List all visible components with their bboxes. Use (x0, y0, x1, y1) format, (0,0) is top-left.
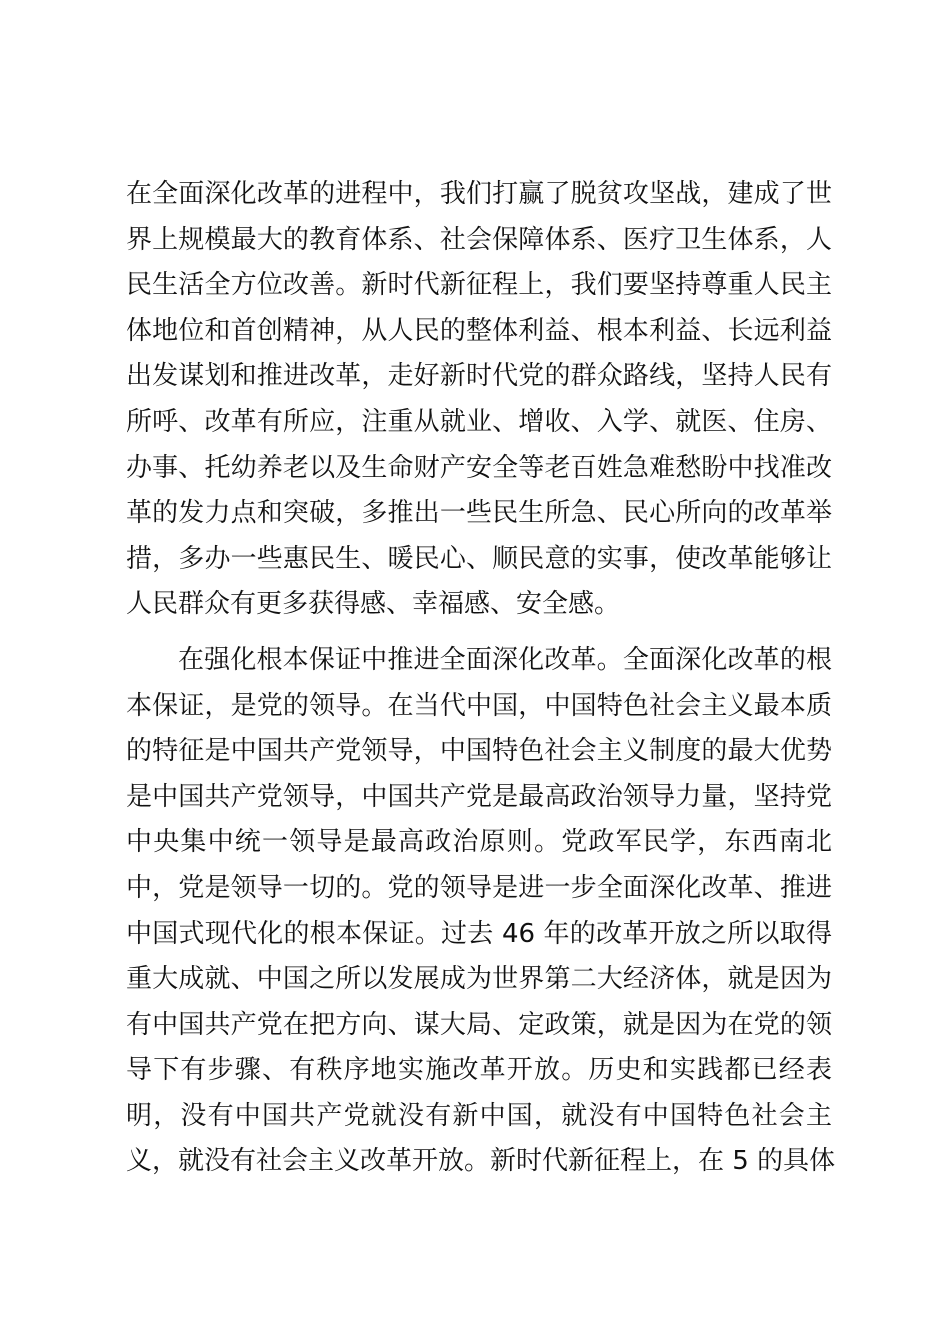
text-line: 民生活全方位改善。新时代新征程上，我们要坚持尊重人民主 (126, 270, 832, 301)
text-line: 人民群众有更多获得感、幸福感、安全感。 (126, 589, 621, 620)
text-line: 办事、托幼养老以及生命财产安全等老百姓急难愁盼中找准改 (126, 452, 832, 483)
text-line: 体地位和首创精神，从人民的整体利益、根本利益、长远利益 (126, 315, 832, 346)
text-line: 出发谋划和推进改革，走好新时代党的群众路线，坚持人民有 (126, 361, 832, 392)
text-line: 中，党是领导一切的。党的领导是进一步全面深化改革、推进 (126, 872, 832, 903)
paragraph-livelihood (126, 172, 832, 628)
text-line: 所呼、改革有所应，注重从就业、增收、入学、就医、住房、 (126, 406, 832, 437)
text-line-indented: 在强化根本保证中推进全面深化改革。全面深化改革的根 (178, 644, 832, 675)
text-line: 重大成就、中国之所以发展成为世界第二大经济体，就是因为 (126, 964, 832, 995)
text-line: 明，没有中国共产党就没有新中国，就没有中国特色社会主 (126, 1100, 832, 1131)
text-line: 中央集中统一领导是最高政治原则。党政军民学，东西南北 (126, 827, 832, 858)
text-line: 措，多办一些惠民生、暖民心、顺民意的实事，使改革能够让 (126, 543, 832, 574)
text-line: 导下有步骤、有秩序地实施改革开放。历史和实践都已经表 (126, 1055, 832, 1086)
text-line: 中国式现代化的根本保证。过去 46 年的改革开放之所以取得 (126, 918, 832, 949)
text-line: 是中国共产党领导，中国共产党是最高政治领导力量，坚持党 (126, 781, 832, 812)
text-line: 的特征是中国共产党领导，中国特色社会主义制度的最大优势 (126, 736, 832, 767)
paragraph-party-leadership (126, 638, 836, 1185)
text-line: 革的发力点和突破，多推出一些民生所急、民心所向的改革举 (126, 498, 832, 529)
text-line: 义，就没有社会主义改革开放。新时代新征程上，在 5 的具体 (126, 1146, 836, 1177)
text-line: 界上规模最大的教育体系、社会保障体系、医疗卫生体系，人 (126, 224, 832, 255)
text-line: 有中国共产党在把方向、谋大局、定政策，就是因为在党的领 (126, 1009, 832, 1040)
document-page (126, 172, 836, 1185)
text-line: 在全面深化改革的进程中，我们打赢了脱贫攻坚战，建成了世 (126, 179, 832, 209)
text-line: 本保证，是党的领导。在当代中国，中国特色社会主义最本质 (126, 690, 832, 721)
